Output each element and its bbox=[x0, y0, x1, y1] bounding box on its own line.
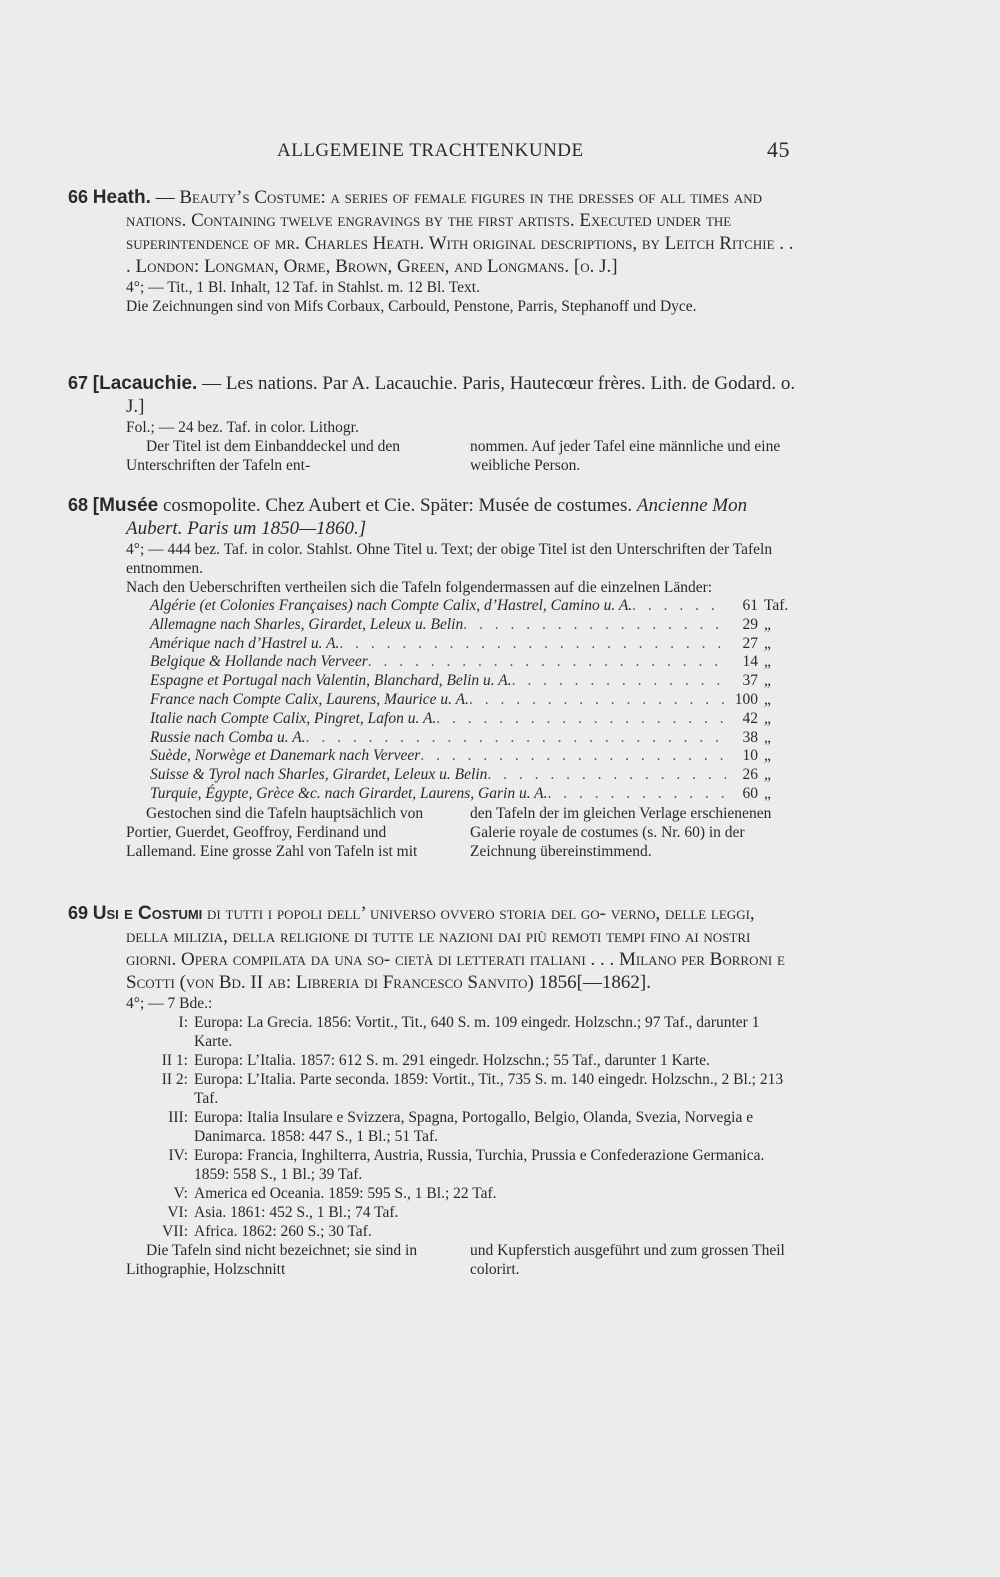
entry-68-title bbox=[68, 494, 798, 540]
title-line: dai più remoti tempi fino ai nostri giorni. Opera compilata da una so- bbox=[126, 926, 751, 970]
entry-number: 67 bbox=[68, 373, 89, 393]
list-item: III: Europa: Italia Insulare e Svizzera, Spagna, Portogallo, Belgio, Olanda, Svezia, Norvegia e Danimarca. 1858: 447 S., 1 Bl.; 51 Taf. bbox=[168, 1109, 754, 1145]
entry-author: Heath. bbox=[92, 187, 151, 208]
note-right-column: und Kupferstich ausgeführt und zum grossen Theil colorirt. bbox=[470, 1242, 785, 1278]
entry-66-title bbox=[68, 186, 798, 278]
title-line: ab: Libreria di Francesco Sanvito) 1856[—1862]. bbox=[267, 972, 652, 993]
title-line: Heath. With original descriptions, by Leitch Ritchie . . . London: bbox=[126, 233, 794, 277]
list-item: I: Europa: La Grecia. 1856: Vortit., Tit., 640 S. m. 109 eingedr. Holzschn.; 97 Taf., darunter 1 Karte. bbox=[178, 1014, 760, 1050]
intro-line: einzelnen Länder: bbox=[600, 579, 713, 596]
entry-66 bbox=[68, 186, 798, 316]
list-item: Amérique nach d’Hastrel u. A. . . . 27 „ bbox=[150, 635, 798, 654]
title-line: Lith. de Godard. o. J.] bbox=[126, 373, 796, 417]
entry-67-collation: Fol.; — 24 bez. Taf. in color. Lithogr. bbox=[126, 419, 359, 436]
entry-66-note bbox=[68, 297, 798, 316]
entry-69 bbox=[68, 902, 798, 1279]
entry-67 bbox=[68, 372, 798, 475]
list-item: Russie nach Comba u. A. . . . 38 „ bbox=[150, 729, 798, 748]
title-line: di tutti i popoli dell’ universo ovvero storia del go- bbox=[207, 903, 606, 924]
intro-line: Nach den Ueberschriften vertheilen sich die Tafeln folgendermassen auf die bbox=[126, 579, 597, 596]
title-line: verno, delle leggi, della milizia, della religione di tutte le nazioni bbox=[126, 903, 755, 947]
entry-69-collation: 4°; — 7 Bde.: bbox=[126, 995, 213, 1012]
list-item: VI: Asia. 1861: 452 S., 1 Bl.; 74 Taf. bbox=[167, 1204, 399, 1221]
volume-list bbox=[68, 1013, 798, 1241]
title-line: Ancienne Mon Aubert. Paris um 1850—1860.] bbox=[126, 495, 748, 539]
list-item: Suisse & Tyrol nach Sharles, Girardet, Leleux u. Belin . . . 26 „ bbox=[150, 766, 798, 785]
list-item: Turquie, Égypte, Grèce &c. nach Girardet, Laurens, Garin u. A. . . . 60 „ bbox=[150, 785, 798, 804]
collation-line: den Unterschriften der Tafeln entnommen. bbox=[126, 541, 773, 577]
country-plate-list bbox=[68, 597, 798, 804]
note-right-column: den Tafeln der im gleichen Verlage erschienenen Galerie royale de costumes (s. Nr. 60) in der Zeichnung übereinstimmend. bbox=[470, 804, 772, 860]
list-item: V: America ed Oceania. 1859: 595 S., 1 Bl.; 22 Taf. bbox=[173, 1185, 497, 1202]
title-line: — Beauty’s Costume: a series of female figures in the dresses bbox=[155, 187, 634, 208]
entry-68-note bbox=[68, 804, 798, 861]
title-line: — Les nations. Par A. Lacauchie. Paris, Hautecœur frères. bbox=[202, 373, 646, 394]
entry-68 bbox=[68, 494, 798, 861]
note-line: Die Zeichnungen sind von Mifs Corbaux, Carbould, Penstone, Parris, Stephanoff bbox=[126, 298, 629, 315]
entry-66-collation: 4°; — Tit., 1 Bl. Inhalt, 12 Taf. in Stahlst. m. 12 Bl. Text. bbox=[126, 279, 480, 296]
entry-number: 69 bbox=[68, 903, 89, 923]
entry-68-collation bbox=[68, 540, 798, 578]
list-item: II 2: Europa: L’Italia. Parte seconda. 1859: Vortit., Tit., 735 S. m. 140 eingedr. Holzschn., 2 Bl.; 213 Taf. bbox=[161, 1071, 784, 1107]
entry-number: 66 bbox=[68, 187, 89, 207]
note-left-column: Die Tafeln sind nicht bezeichnet; sie sind in Lithographie, Holzschnitt bbox=[126, 1242, 418, 1278]
entry-69-note bbox=[68, 1241, 798, 1279]
title-line: cosmopolite. Chez Aubert et Cie. Später: Musée de costumes. bbox=[163, 495, 633, 516]
list-item: IV: Europa: Francia, Inghilterra, Austria, Russia, Turchia, Prussia e Confederazione Germanica. 1859: 558 S., 1 Bl.; 39 Taf. bbox=[168, 1147, 765, 1183]
running-header bbox=[265, 137, 790, 170]
entry-number: 68 bbox=[68, 495, 89, 515]
entry-69-title bbox=[68, 902, 798, 994]
list-item: Espagne et Portugal nach Valentin, Blanchard, Belin u. A. . . . 37 „ bbox=[150, 672, 798, 691]
entry-author: [Musée bbox=[92, 495, 159, 516]
list-item: Italie nach Compte Calix, Pingret, Lafon u. A. . . . 42 „ bbox=[150, 710, 798, 729]
page-number: 45 bbox=[767, 137, 790, 162]
list-item: Algérie (et Colonies Françaises) nach Compte Calix, d’Hastrel, Camino u. A. . . . 61 Taf. bbox=[150, 597, 798, 616]
collation-line: 4°; — 444 bez. Taf. in color. Stahlst. Ohne Titel u. Text; der obige Titel ist bbox=[126, 541, 586, 558]
entry-author: [Lacauchie. bbox=[92, 373, 198, 394]
note-right-column: nommen. Auf jeder Tafel eine männliche und eine weibliche Person. bbox=[470, 438, 781, 474]
title-line: first artists. Executed under the superintendence of mr. Charles bbox=[126, 210, 732, 254]
title-line: of all times and nations. Containing twelve engravings by the bbox=[126, 187, 762, 231]
list-item: II 1: Europa: L’Italia. 1857: 612 S. m. 291 eingedr. Holzschn.; 55 Taf., darunter 1 Karte. bbox=[161, 1052, 710, 1069]
note-left-column: Gestochen sind die Tafeln hauptsächlich von Portier, Guerdet, Geoffroy, Ferdinand und Lallemand. Eine grosse Zahl von Tafeln ist mit bbox=[126, 804, 424, 860]
note-line: und Dyce. bbox=[632, 298, 697, 315]
title-line: cietà di letterati italiani . . . Milano per Borroni e Scotti (von Bd. II bbox=[126, 949, 785, 993]
title-line: Longman, Orme, Brown, Green, and Longmans. [o. J.] bbox=[204, 256, 618, 277]
list-item: Allemagne nach Sharles, Girardet, Leleux u. Belin . . . 29 „ bbox=[150, 616, 798, 635]
note-left-column: Der Titel ist dem Einbanddeckel und den Unterschriften der Tafeln ent- bbox=[126, 438, 400, 474]
list-item: Suède, Norwège et Danemark nach Verveer . . . 10 „ bbox=[150, 747, 798, 766]
entry-67-title bbox=[68, 372, 798, 418]
list-item: France nach Compte Calix, Laurens, Maurice u. A. . . . 100 „ bbox=[150, 691, 798, 710]
list-item: Belgique & Hollande nach Verveer . . . 14 „ bbox=[150, 653, 798, 672]
entry-author: Usi e Costumi bbox=[92, 903, 203, 924]
entry-67-note bbox=[68, 437, 798, 475]
list-item: VII: Africa. 1862: 260 S.; 30 Taf. bbox=[162, 1223, 372, 1240]
running-title: ALLGEMEINE TRACHTENKUNDE bbox=[277, 140, 584, 161]
entry-68-intro bbox=[68, 578, 798, 597]
